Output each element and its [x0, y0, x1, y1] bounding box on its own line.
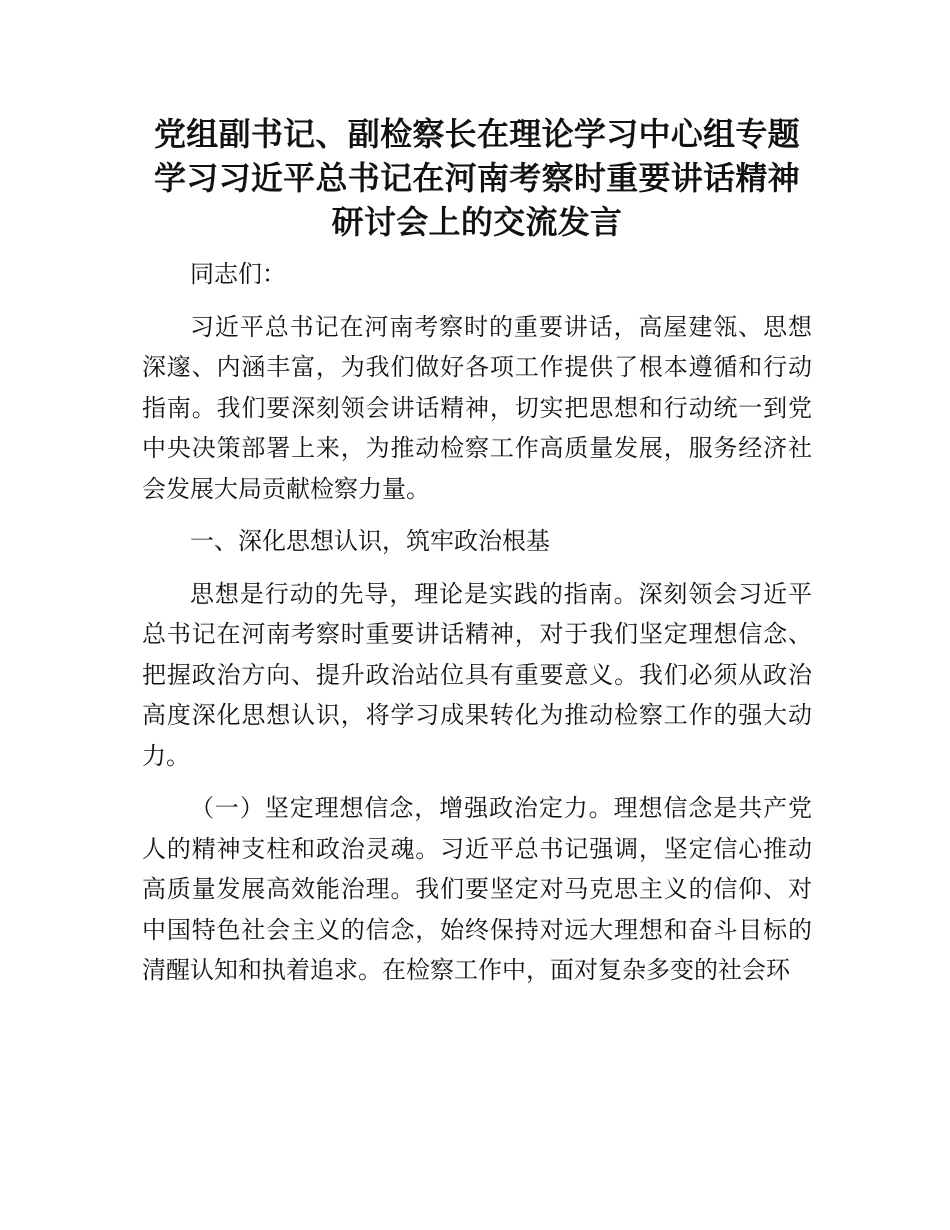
document-title [142, 112, 812, 244]
section-heading-1: 一、深化思想认识，筑牢政治根基 [190, 527, 550, 555]
title-line-2: 学习习近平总书记在河南考察时重要讲话精神 [153, 159, 800, 197]
title-line-1: 党组副书记、副检察长在理论学习中心组专题 [153, 115, 800, 153]
body-paragraph-subsection-1: （一）坚定理想信念，增强政治定力。理想信念是共产党人的精神支柱和政治灵魂。习近平总书记强调，坚定信心推动高质量发展高效能治理。我们要坚定对马克思主义的信仰、对中国特色社会主义的信念，始终保持对远大理想和奋斗目标的清醒认知和执着追求。在检察工作中，面对复杂多变的社会环 [142, 794, 812, 984]
body-paragraph-section-1: 思想是行动的先导，理论是实践的指南。深刻领会习近平总书记在河南考察时重要讲话精神，对于我们坚定理想信念、把握政治方向、提升政治站位具有重要意义。我们必须从政治高度深化思想认识，将学习成果转化为推动检察工作的强大动力。 [142, 579, 812, 770]
document-page [142, 112, 812, 991]
body-paragraph-intro: 习近平总书记在河南考察时的重要讲话，高屋建瓴、思想深邃、内涵丰富，为我们做好各项工作提供了根本遵循和行动指南。我们要深刻领会讲话精神，切实把思想和行动统一到党中央决策部署上来，为推动检察工作高质量发展，服务经济社会发展大局贡献检察力量。 [142, 312, 812, 503]
salutation: 同志们： [190, 260, 286, 288]
title-line-3: 研讨会上的交流发言 [331, 203, 623, 241]
